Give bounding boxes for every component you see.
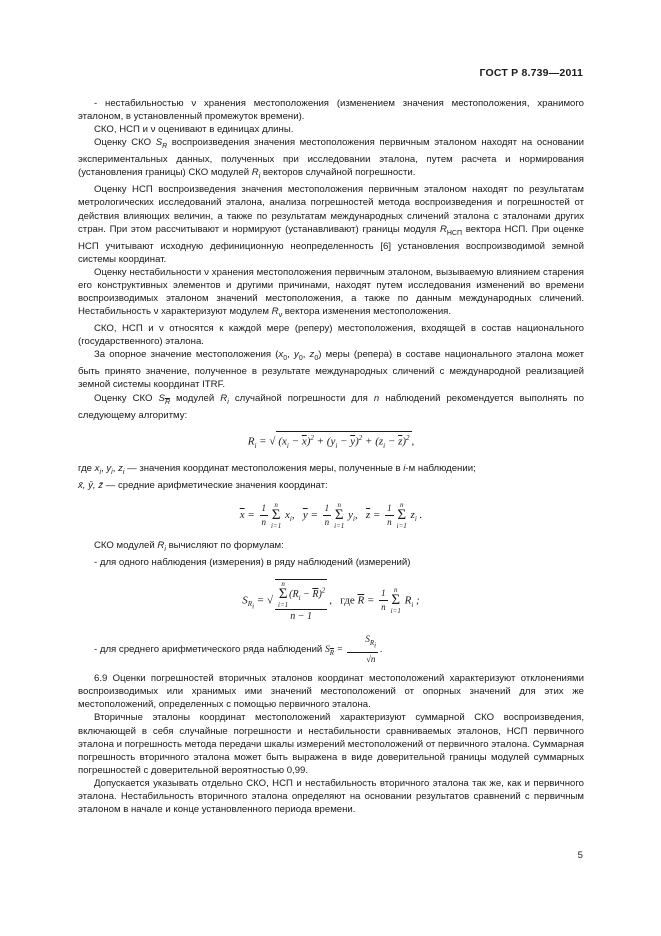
paragraph: За опорное значение местоположения ($x_0$, $y_0$, $z_0$) меры (репера) в составе национального эталона может быть принято значение, полученное в результате международных сличений с международной реализацией земной системы координат ITRF. <box>78 349 584 391</box>
paragraph: - нестабильностью ν хранения местоположения (изменением значения местоположения, хранимого эталоном, в установленный промежуток времени). <box>78 98 584 123</box>
paragraph: СКО, НСП и ν оценивают в единицах длины. <box>94 124 294 136</box>
document-body <box>78 97 584 816</box>
formula-means: $\overline{x}$ = $\frac{1}{n}$ n Σ i=1 $x_i$, $\overline{y}$ = $\frac{1}{n}$ n Σ i=1 $y_i$, $\overline{z}$ = $\frac{1}{n}$ n Σ i=1 $z_i$ . <box>239 500 423 530</box>
paragraph: Оценку НСП воспроизведения значения местоположения первичным эталоном находят по результатам метрологических исследований эталона, анализа погрешностей метода воспроизведения и погрешностей от действия влияющих величин, а также по результатам международных сличений эталона с эталонами других стран. При этом рассчитывают и нормируют (устанавливают) границы модуля $R_{НСП}$ вектора НСП. При оценке НСП учитывают исходную дефиниционную неопределенность [6] установления воспроизводимой земной системы координат. <box>78 184 584 265</box>
paragraph: СКО модулей $R_i$ вычисляют по формулам: <box>94 539 284 553</box>
paragraph: 6.9 Оценки погрешностей вторичных эталонов координат местоположений характеризуют отклонениями воспроизводимых или хранимых ими значений местоположений от опорных значений для этих же местоположений, определенных с помощью первичного эталона. <box>78 673 584 711</box>
paragraph: где $x_i$, $y_i$, $z_i$ — значения координат местоположения меры, полученные в i-м наблюдении; <box>78 462 476 476</box>
document-number: ГОСТ Р 8.739—2011 <box>479 67 583 79</box>
paragraph: Допускается указывать отдельно СКО, НСП и нестабильность вторичного эталона так же, как и первичного эталона. Нестабильность вторичного эталона определяют на основании результатов сравнений с первичным эталоном в начале и конце установленного периода времени. <box>78 777 584 816</box>
paragraph: x̄, ȳ, z̄ — средние арифметические значения координат: <box>78 479 328 491</box>
paragraph: Вторичные эталоны координат местоположений характеризуют суммарной СКО воспроизведения, включающей в себя случайные погрешности и нестабильности сравниваемых эталонов, НСП первичного эталона и погрешность метода передачи шкалы измерений местоположений от первичного эталона. Суммарная погрешность вторичного эталона может быть выражена в виде доверительной границы модулей суммарных погрешностей с доверительной вероятностью 0,99. <box>78 712 584 776</box>
paragraph: - для одного наблюдения (измерения) в ряду наблюдений (измерений) <box>94 556 411 568</box>
paragraph: Оценку нестабильности ν хранения местоположения первичным эталоном, вызываемую влиянием старения его конструктивных элементов и другими причинами, находят путем исследования изменений во времени воспроизводимых эталоном значений местоположения, а также по данным международных сличений. Нестабильность ν характеризуют модулем $R_\nu$ вектора изменения местоположения. <box>78 266 584 320</box>
paragraph: Оценку СКО $S_R$ воспроизведения значения местоположения первичным эталоном находят на основании экспериментальных данных, полученных при исследовании эталона, путем расчета и нормирования (установления границы) СКО модулей $R_i$ векторов случайной погрешности. <box>78 137 584 181</box>
page-number: 5 <box>577 850 583 861</box>
paragraph: СКО, НСП и ν относятся к каждой мере (реперу) местоположения, входящей в состав национального (государственного) эталона. <box>78 323 584 348</box>
formula-sri: $S_{R_i}$ = √ n Σ $i=1(R_i - \overline{R})^2$ n − 1 , где $\overline{R}$ = $\frac{1}{n}$ n Σ i=1 $R_i$ ; <box>242 579 420 622</box>
paragraph: Оценку СКО $S_{\overline{R}}$ модулей $R_i$ случайной погрешности для n наблюдений рекомендуется выполнять по следующему алгоритму: <box>78 392 584 421</box>
paragraph: - для среднего арифметического ряда наблюдений $S_{\overline{R}}$ = $\frac{S_{R_i}}{√n}$ . <box>94 633 383 665</box>
formula-ri: $R_i$ = √ $(x_i - \overline{x})^2 + (y_i - \overline{y})^2 + (z_i - \overline{z})^2$ , <box>78 431 584 453</box>
